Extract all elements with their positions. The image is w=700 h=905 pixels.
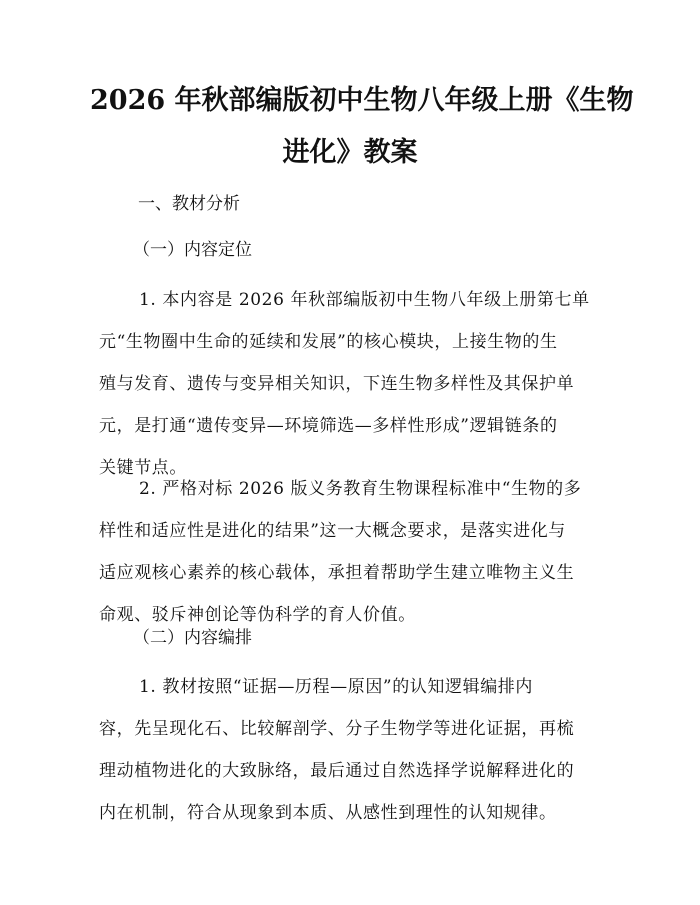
paragraph-line: 适应观核心素养的核心载体，承担着帮助学生建立唯物主义生: [99, 563, 575, 583]
paragraph-line: 内在机制，符合从现象到本质、从感性到理性的认知规律。: [99, 803, 557, 823]
subsection-heading-content-arrangement: （二）内容编排: [133, 628, 252, 648]
paragraph-line: 1. 本内容是 2026 年秋部编版初中生物八年级上册第七单: [139, 290, 590, 310]
document-title-line-1: 2026 年秋部编版初中生物八年级上册《生物: [90, 85, 634, 116]
paragraph-line: 样性和适应性是进化的结果”这一大概念要求，是落实进化与: [99, 521, 566, 541]
paragraph-content-positioning-1: [99, 289, 609, 499]
section-heading-teaching-material-analysis: 一、教材分析: [138, 194, 240, 214]
paragraph-line: 容，先呈现化石、比较解剖学、分子生物学等进化证据，再梳: [99, 719, 575, 739]
paragraph-line: 元“生物圈中生命的延续和发展”的核心模块，上接生物的生: [99, 332, 558, 352]
paragraph-content-arrangement-1: [99, 676, 609, 844]
paragraph-line: 2. 严格对标 2026 版义务教育生物课程标准中“生物的多: [139, 479, 582, 499]
paragraph-content-positioning-2: [99, 478, 609, 646]
document-title-line-2: 进化》教案: [282, 137, 418, 168]
paragraph-line: 1. 教材按照“证据—历程—原因”的认知逻辑编排内: [139, 677, 534, 697]
paragraph-line: 元，是打通“遗传变异—环境筛选—多样性形成”逻辑链条的: [99, 416, 558, 436]
subsection-heading-content-positioning: （一）内容定位: [133, 240, 252, 260]
paragraph-line: 关键节点。: [99, 458, 187, 478]
paragraph-line: 理动植物进化的大致脉络，最后通过自然选择学说解释进化的: [99, 761, 575, 781]
paragraph-line: 殖与发育、遗传与变异相关知识，下连生物多样性及其保护单: [99, 374, 575, 394]
paragraph-line: 命观、驳斥神创论等伪科学的育人价值。: [99, 605, 416, 625]
